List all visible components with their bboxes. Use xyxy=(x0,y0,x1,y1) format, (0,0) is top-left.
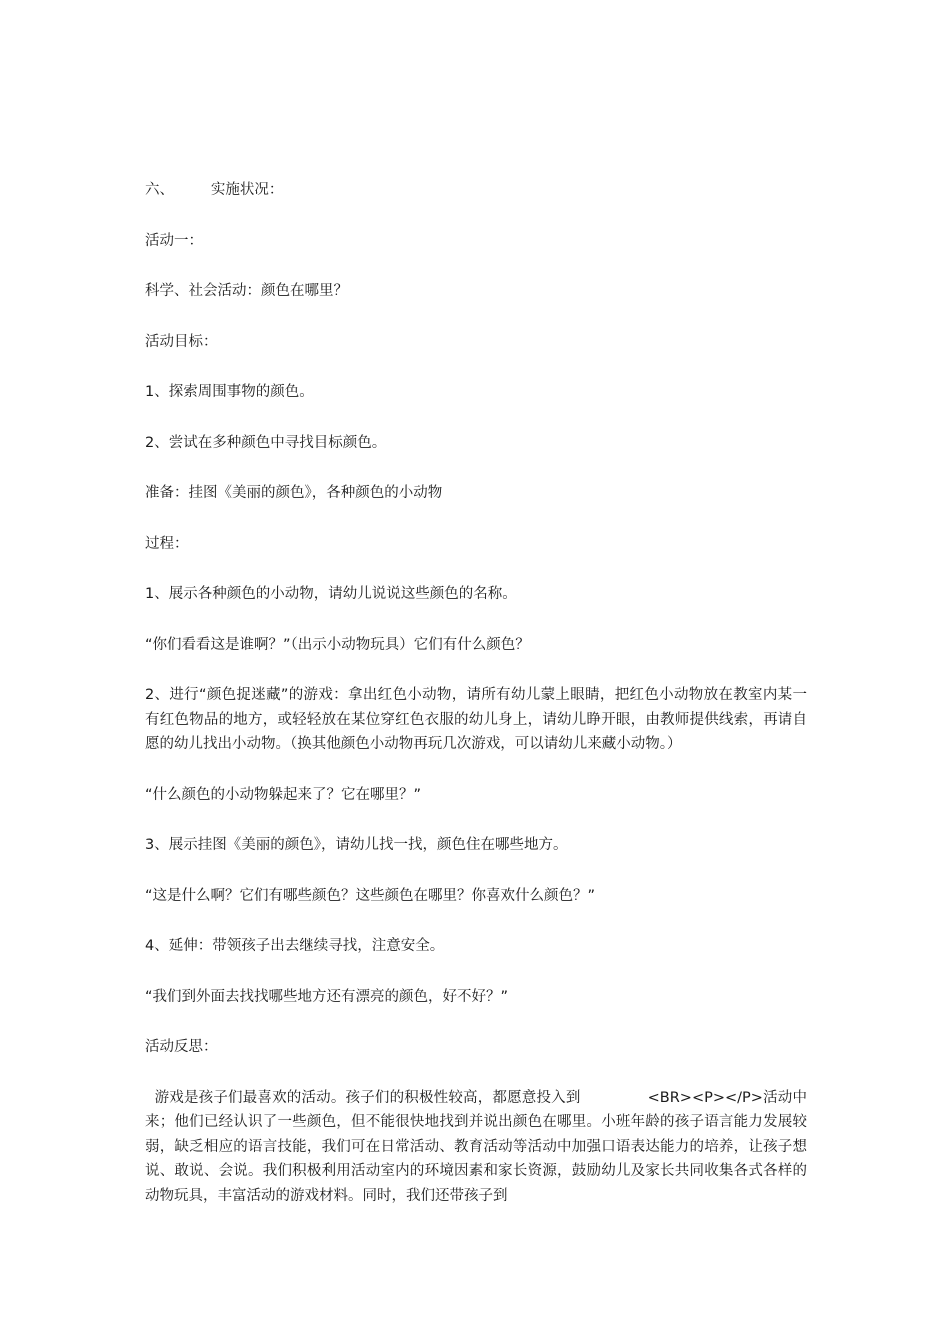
paragraph-goal-1: 1、探索周围事物的颜色。 xyxy=(145,384,314,400)
paragraph-step-4: 4、延伸：带领孩子出去继续寻找，注意安全。 xyxy=(145,938,445,954)
paragraph-step-3: 3、展示挂图《美丽的颜色》，请幼儿找一找，颜色住在哪些地方。 xyxy=(145,837,568,853)
paragraph-quote-1: “你们看看这是谁啊？”（出示小动物玩具）它们有什么颜色？ xyxy=(145,636,530,653)
paragraph-activity-title: 科学、社会活动：颜色在哪里？ xyxy=(145,283,348,299)
paragraph-quote-2: “什么颜色的小动物躲起来了？它在哪里？” xyxy=(145,786,422,803)
paragraph-quote-4: “我们到外面去找找哪些地方还有漂亮的颜色，好不好？” xyxy=(145,988,509,1005)
paragraph-process-heading: 过程： xyxy=(145,535,189,552)
paragraph-reflection-heading: 活动反思： xyxy=(145,1039,218,1055)
paragraph-goal-2: 2、尝试在多种颜色中寻找目标颜色。 xyxy=(145,434,387,451)
section-heading: 六、 实施状况： xyxy=(145,182,284,198)
paragraph-goals-heading: 活动目标： xyxy=(145,333,218,350)
paragraph-step-2: 2、进行“颜色捉迷藏”的游戏：拿出红色小动物，请所有幼儿蒙上眼睛，把红色小动物放在教室内某一有红色物品的地方，或轻轻放在某位穿红色衣服的幼儿身上，请幼儿睁开眼，由教师提供线索，再请自愿的幼儿找出小动物。（换其他颜色小动物再玩几次游戏，可以请幼儿来藏小动物。） xyxy=(145,687,807,752)
paragraph-step-1: 1、展示各种颜色的小动物，请幼儿说说这些颜色的名称。 xyxy=(145,586,517,602)
document-body xyxy=(145,178,807,1208)
paragraph-preparation: 准备：挂图《美丽的颜色》，各种颜色的小动物 xyxy=(145,485,443,501)
paragraph-reflection-body: 游戏是孩子们最喜欢的活动。孩子们的积极性较高，都愿意投入到 <BR><P></P>活动中来；他们已经认识了一些颜色，但不能很快地找到并说出颜色在哪里。小班年龄的孩子语言能力发展较弱，缺乏相应的语言技能，我们可在日常活动、教育活动等活动中加强口语表达能力的培养，让孩子想说、敢说、会说。我们积极利用活动室内的环境因素和家长资源，鼓励幼儿及家长共同收集各式各样的动物玩具，丰富活动的游戏材料。同时，我们还带孩子到 xyxy=(145,1089,807,1204)
paragraph-activity-one: 活动一： xyxy=(145,232,203,249)
paragraph-quote-3: “这是什么啊？它们有哪些颜色？这些颜色在哪里？你喜欢什么颜色？” xyxy=(145,887,596,904)
